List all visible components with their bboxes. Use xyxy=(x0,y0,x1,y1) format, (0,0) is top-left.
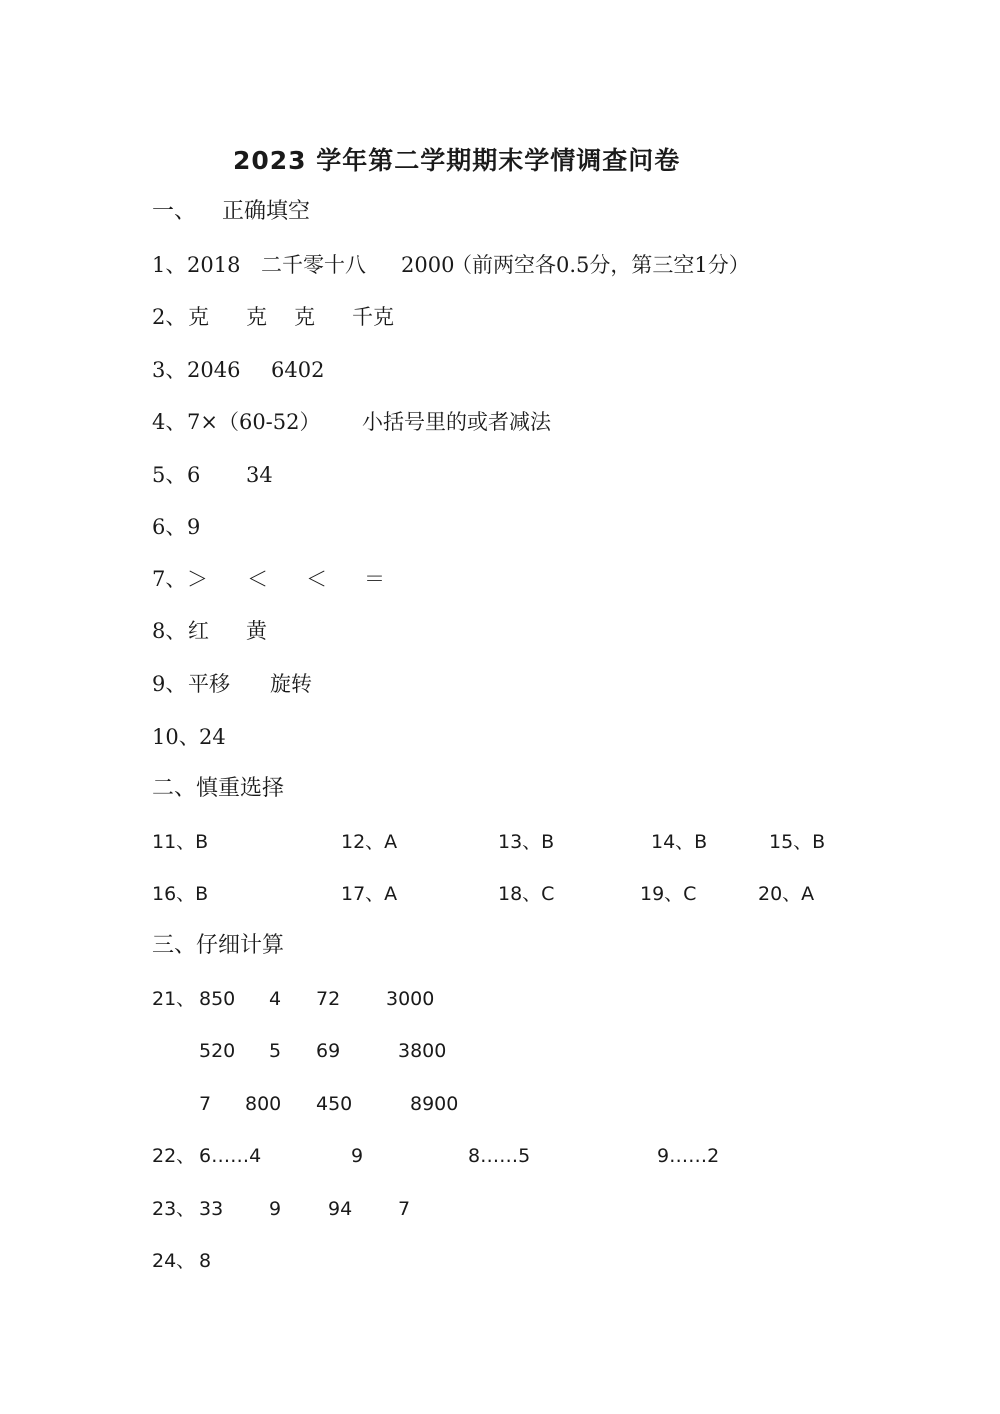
q8-number: 8、 xyxy=(152,619,187,643)
choice-answer: 12、A xyxy=(341,831,398,853)
q21-answer: 800 xyxy=(245,1093,282,1115)
q2-answer-b: 克 xyxy=(246,305,267,329)
q23-number: 23、 xyxy=(152,1198,196,1220)
section-2-heading: 二、慎重选择 xyxy=(152,776,285,801)
choice-answer: 15、B xyxy=(769,831,826,853)
q9-answer-b: 旋转 xyxy=(270,672,312,696)
section-1-number: 一、 xyxy=(152,199,197,224)
q7-answer-b: ＜ xyxy=(247,567,268,591)
choice-answer: 14、B xyxy=(651,831,708,853)
q24-answer: 8 xyxy=(199,1250,212,1272)
choice-answer: 17、A xyxy=(341,883,398,905)
choice-answer: 19、C xyxy=(640,883,697,905)
q1-answer-c: 2000 xyxy=(401,253,455,277)
q23-answer: 94 xyxy=(328,1198,353,1220)
q6-number: 6、 xyxy=(152,515,187,539)
q21-answer: 3800 xyxy=(398,1040,447,1062)
q23-answer: 7 xyxy=(398,1198,411,1220)
q21-answer: 850 xyxy=(199,988,236,1010)
q2-number: 2、 xyxy=(152,305,187,329)
q1-number: 1、 xyxy=(152,253,187,277)
q5-number: 5、 xyxy=(152,463,187,487)
q21-answer: 3000 xyxy=(386,988,435,1010)
page-title: 2023 学年第二学期期末学情调查问卷 xyxy=(233,146,681,175)
q10-answer-a: 24 xyxy=(199,725,226,749)
q9-number: 9、 xyxy=(152,672,187,696)
q1-answer-a: 2018 xyxy=(187,253,241,277)
q8-answer-b: 黄 xyxy=(246,619,267,643)
q2-answer-c: 克 xyxy=(294,305,315,329)
q23-answer: 9 xyxy=(269,1198,282,1220)
q21-answer: 8900 xyxy=(410,1093,459,1115)
choice-answer: 11、B xyxy=(152,831,209,853)
q9-answer-a: 平移 xyxy=(188,672,230,696)
q3-number: 3、 xyxy=(152,358,187,382)
q2-answer-a: 克 xyxy=(188,305,209,329)
q5-answer-b: 34 xyxy=(246,463,273,487)
q4-answer-b: 小括号里的或者减法 xyxy=(362,410,551,434)
q7-answer-a: ＞ xyxy=(187,567,208,591)
q7-answer-c: ＜ xyxy=(306,567,327,591)
q4-answer-a: 7×（60-52） xyxy=(187,410,321,434)
q21-answer: 7 xyxy=(199,1093,212,1115)
q7-number: 7、 xyxy=(152,567,187,591)
choice-answer: 16、B xyxy=(152,883,209,905)
q2-answer-d: 千克 xyxy=(352,305,394,329)
q10-number: 10、 xyxy=(152,725,200,749)
q22-answer: 6……4 xyxy=(199,1145,262,1167)
q22-answer: 8……5 xyxy=(468,1145,531,1167)
q21-answer: 4 xyxy=(269,988,282,1010)
q23-answer: 33 xyxy=(199,1198,224,1220)
q22-answer: 9 xyxy=(351,1145,364,1167)
q3-answer-a: 2046 xyxy=(187,358,241,382)
q1-scoring-note: （前两空各0.5分，第三空1分） xyxy=(451,253,750,277)
q7-answer-d: ＝ xyxy=(364,567,385,591)
q5-answer-a: 6 xyxy=(187,463,201,487)
q6-answer-a: 9 xyxy=(187,515,201,539)
choice-answer: 13、B xyxy=(498,831,555,853)
q21-answer: 450 xyxy=(316,1093,353,1115)
q1-answer-b: 二千零十八 xyxy=(261,253,366,277)
section-3-heading: 三、仔细计算 xyxy=(152,933,285,958)
q24-number: 24、 xyxy=(152,1250,196,1272)
q21-number: 21、 xyxy=(152,988,196,1010)
q21-answer: 520 xyxy=(199,1040,236,1062)
q21-answer: 72 xyxy=(316,988,341,1010)
q4-number: 4、 xyxy=(152,410,187,434)
q21-answer: 69 xyxy=(316,1040,341,1062)
q21-answer: 5 xyxy=(269,1040,282,1062)
q8-answer-a: 红 xyxy=(188,619,209,643)
section-1-heading: 正确填空 xyxy=(222,199,311,224)
choice-answer: 20、A xyxy=(758,883,815,905)
choice-answer: 18、C xyxy=(498,883,555,905)
q22-answer: 9……2 xyxy=(657,1145,720,1167)
q22-number: 22、 xyxy=(152,1145,196,1167)
q3-answer-b: 6402 xyxy=(271,358,325,382)
